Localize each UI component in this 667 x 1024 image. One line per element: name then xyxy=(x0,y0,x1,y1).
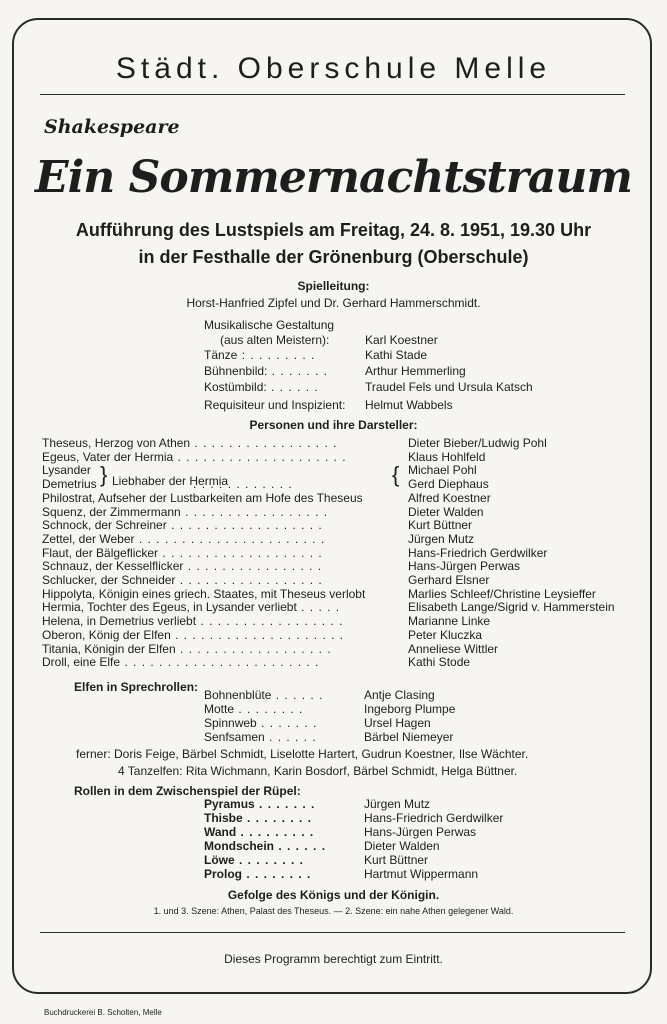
leader-dots: . . . . . . . . . . . . xyxy=(188,477,293,492)
play-title: Ein Sommernachtstraum xyxy=(35,152,632,203)
leader-dots: . . . . . . . xyxy=(256,716,318,730)
cast-role xyxy=(42,463,91,477)
header-rule xyxy=(40,94,625,95)
cast-role-text: Squenz, der Zimmermann xyxy=(42,504,181,519)
retinue: Gefolge des Königs und der Königin. xyxy=(227,888,440,902)
elves-further: ferner: Doris Feige, Bärbel Schmidt, Liselotte Hartert, Gudrun Koestner, Ilse Wächter. xyxy=(76,747,529,761)
school-name: Städt. Oberschule Melle xyxy=(115,52,552,85)
cast-actor: Kurt Büttner xyxy=(408,518,473,533)
role-name xyxy=(204,688,323,702)
cast-role xyxy=(42,655,319,669)
cast-role-text: Theseus, Herzog von Athen xyxy=(42,436,191,450)
scene-note: 1. und 3. Szene: Athen, Palast des Theseus. — 2. Szene: ein nahe Athen gelegener Wald. xyxy=(153,906,514,916)
cast-actor: Marianne Linke xyxy=(408,614,491,629)
role-text: Mondschein xyxy=(204,839,275,853)
role-name xyxy=(204,825,314,839)
cast-role xyxy=(42,491,363,505)
interlude-heading: Rollen in dem Zwischenspiel der Rüpel: xyxy=(74,784,301,798)
cast-actor: Peter Kluczka xyxy=(408,627,483,642)
leader-dots: . . . . . . . . . . . . . . . . . . . . . . xyxy=(134,531,326,546)
leader-dots: . . . . . . xyxy=(271,688,324,702)
role-text: Motte xyxy=(204,702,235,716)
left-brace: } xyxy=(100,462,108,487)
cast-role xyxy=(42,546,323,560)
cast-role xyxy=(42,628,344,642)
leader-dots: . . . . . . . . . . . . . . . . . . xyxy=(175,641,332,656)
cast-role-text: Flaut, der Bälgeflicker xyxy=(42,545,159,560)
role-text: Spinnweb xyxy=(204,716,257,730)
cast-role xyxy=(42,587,365,601)
role-text: Bohnenblüte xyxy=(204,688,272,702)
actor-name: Bärbel Niemeyer xyxy=(364,730,454,744)
cast-actor: Marlies Schleef/Christine Leysieffer xyxy=(408,586,596,601)
leader-dots: . . . . . . . . . . . . . . . . . . . . xyxy=(170,627,345,642)
role-text: Thisbe xyxy=(204,811,243,825)
props-label: Requisiteur und Inspizient: xyxy=(204,398,346,412)
actor-name: Ursel Hagen xyxy=(364,716,431,730)
role-name xyxy=(204,702,303,716)
role-text: Pyramus xyxy=(204,797,255,811)
leader-dots: . . . . . . xyxy=(264,730,317,744)
ticket-note: Dieses Programm berechtigt zum Eintritt. xyxy=(224,952,443,966)
leader-dots: . . . . . . . . xyxy=(234,853,305,867)
costume-label: Kostümbild: . . . . . . xyxy=(204,380,319,394)
actor-name: Dieter Walden xyxy=(364,839,440,853)
role-text: Wand xyxy=(204,825,237,839)
cast-role-text: Oberon, König der Elfen xyxy=(42,627,171,642)
cast-role-text: Helena, in Demetrius verliebt xyxy=(42,614,197,629)
dance-name: Kathi Stade xyxy=(365,348,428,362)
cast-actor: Alfred Koestner xyxy=(408,490,491,505)
role-name xyxy=(204,716,317,730)
leader-dots: . . . . . . . . xyxy=(234,702,304,716)
cast-role xyxy=(42,436,337,450)
cast-role xyxy=(42,532,325,546)
cast-role xyxy=(42,505,328,519)
cast-role xyxy=(42,600,340,614)
leader-dots: . . . . . . . . . . . . . . . . xyxy=(183,559,323,574)
elves-heading: Elfen in Sprechrollen: xyxy=(74,680,199,694)
actor-name: Ingeborg Plumpe xyxy=(364,702,456,716)
actor-name: Antje Clasing xyxy=(364,688,435,702)
cast-actor: Jürgen Mutz xyxy=(408,531,475,546)
leader-dots: . . . . . . xyxy=(274,839,327,853)
leader-dots: . . . . . . . . . . . . . . . . . . xyxy=(166,518,323,533)
cast-role xyxy=(42,450,347,464)
stage-label: Bühnenbild: . . . . . . . xyxy=(204,364,329,378)
stage-name: Arthur Hemmerling xyxy=(365,364,466,378)
cast-role xyxy=(42,573,323,587)
leader-dots: . . . . . . . . . . . . . . . . . xyxy=(196,614,344,629)
cast-role-text: Schnock, der Schreiner xyxy=(42,518,167,533)
role-text: Löwe xyxy=(204,853,235,867)
cast-actor: Hans-Friedrich Gerdwilker xyxy=(408,545,548,560)
leader-dots: . . . . . . . . . xyxy=(236,825,315,839)
cast-actor: Elisabeth Lange/Sigrid v. Hammerstein xyxy=(408,600,615,615)
cast-actor: Gerhard Elsner xyxy=(408,573,490,587)
actor-name: Jürgen Mutz xyxy=(364,797,431,811)
dance-label: Tänze : . . . . . . . . xyxy=(204,348,316,362)
role-name xyxy=(204,867,311,881)
cast-heading: Personen und ihre Darsteller: xyxy=(249,418,418,432)
cast-role-text: Philostrat, Aufseher der Lustbarkeiten am Hofe des Theseus xyxy=(42,490,363,505)
cast-role-text: Demetrius xyxy=(42,477,97,492)
role-text: Prolog xyxy=(204,867,242,881)
cast-role-text: Hippolyta, Königin eines griech. Staates, mit Theseus verlobt xyxy=(42,586,366,601)
cast-role xyxy=(42,642,332,656)
cast-role-text: Egeus, Vater der Hermia xyxy=(42,449,174,464)
role-name xyxy=(204,811,312,825)
cast-actor: Dieter Walden xyxy=(408,504,484,519)
directors: Horst-Hanfried Zipfel und Dr. Gerhard Hammerschmidt. xyxy=(186,296,481,310)
role-name xyxy=(204,853,304,867)
cast-role-text: Droll, eine Elfe xyxy=(42,655,121,670)
footer-rule xyxy=(40,932,625,933)
music-name: Karl Koestner xyxy=(365,333,438,347)
music-label: Musikalische Gestaltung xyxy=(204,318,335,332)
cast-actor: Gerd Diephaus xyxy=(408,477,489,492)
actor-name: Hartmut Wippermann xyxy=(364,867,479,881)
printer-imprint: Buchdruckerei B. Scholten, Melle xyxy=(44,1008,162,1017)
role-text: Senfsamen xyxy=(204,730,265,744)
elves-dancers: 4 Tanzelfen: Rita Wichmann, Karin Bosdorf, Bärbel Schmidt, Helga Büttner. xyxy=(118,764,518,778)
leader-dots: . . . . . . . . . . . . . . . . . xyxy=(190,436,338,450)
leader-dots: . . . . . . . xyxy=(254,797,316,811)
leader-dots: . . . . . . . . xyxy=(242,811,313,825)
cast-role xyxy=(42,559,322,573)
cast-role-text: Schlucker, der Schneider xyxy=(42,573,176,587)
cast-role-text: Lysander xyxy=(42,463,91,478)
leader-dots: . . . . . xyxy=(296,600,341,615)
lovers-label: Liebhaber der Hermia xyxy=(112,474,229,488)
actor-name: Hans-Jürgen Perwas xyxy=(364,825,477,839)
cast-role-text: Zettel, der Weber xyxy=(42,531,135,546)
actor-name: Hans-Friedrich Gerdwilker xyxy=(364,811,504,825)
cast-actor: Michael Pohl xyxy=(408,463,477,478)
role-name xyxy=(204,797,315,811)
leader-dots: . . . . . . . . . . . . . . . . . . . xyxy=(158,545,323,560)
props-name: Helmut Wabbels xyxy=(365,398,453,412)
cast-role xyxy=(42,518,323,532)
performance-line-2: in der Festhalle der Grönenburg (Oberschule) xyxy=(138,247,529,267)
right-brace: { xyxy=(392,462,400,487)
leader-dots: . . . . . . . . . . . . . . . . . . . . xyxy=(173,449,347,464)
cast-actor: Anneliese Wittler xyxy=(408,641,499,656)
role-name xyxy=(204,839,326,853)
cast-actor: Kathi Stode xyxy=(408,655,471,670)
role-name xyxy=(204,730,317,744)
cast-actor: Klaus Hohlfeld xyxy=(408,449,486,464)
direction-heading: Spielleitung: xyxy=(297,279,370,293)
cast-role xyxy=(42,614,343,628)
leader-dots: . . . . . . . . . . . . . . . . . xyxy=(180,504,329,519)
author: Shakespeare xyxy=(44,116,180,138)
costume-name: Traudel Fels und Ursula Katsch xyxy=(365,380,533,394)
performance-line-1: Aufführung des Lustspiels am Freitag, 24. 8. 1951, 19.30 Uhr xyxy=(75,220,592,240)
music-sublabel: (aus alten Meistern): xyxy=(220,333,330,347)
cast-role-text: Schnauz, der Kesselflicker xyxy=(42,559,184,574)
cast-actor: Hans-Jürgen Perwas xyxy=(408,559,521,574)
leader-dots: . . . . . . . . xyxy=(242,867,312,881)
cast-role-text: Titania, Königin der Elfen xyxy=(42,641,176,656)
leader-dots: . . . . . . . . . . . . . . . . . xyxy=(175,573,323,587)
cast-actor: Dieter Bieber/Ludwig Pohl xyxy=(408,436,547,450)
leader-dots: . . . . . . . . . . . . . . . . . . . . . . . xyxy=(120,655,320,670)
cast-role-text: Hermia, Tochter des Egeus, in Lysander verliebt xyxy=(42,600,297,615)
actor-name: Kurt Büttner xyxy=(364,853,429,867)
